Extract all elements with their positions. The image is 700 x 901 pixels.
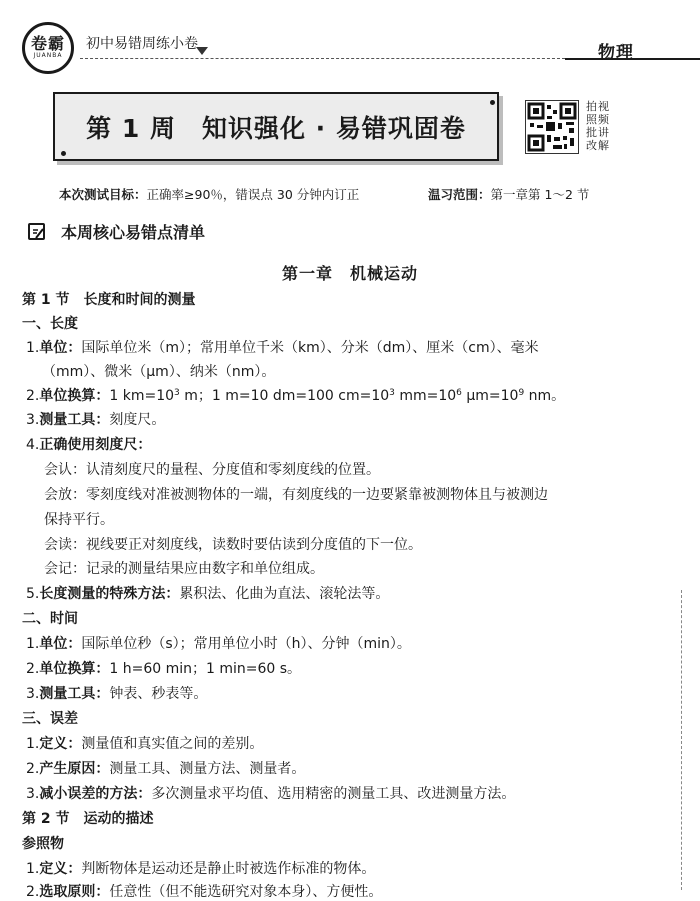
- list-item-continuation: （mm）、微米（μm）、纳米（nm）。: [42, 364, 276, 380]
- goal-text: 正确率≥90％，错误点 30 分钟内订正: [146, 187, 360, 202]
- series-title: 初中易错周练小卷: [86, 36, 198, 52]
- logo-text: 卷霸: [30, 34, 65, 53]
- header-underline: [565, 58, 700, 60]
- sub-item-continuation: 保持平行。: [44, 512, 114, 528]
- list-item: 4.正确使用刻度尺：: [26, 437, 152, 453]
- header-divider: [80, 58, 565, 59]
- list-item: 1.定义：测量值和真实值之间的差别。: [26, 736, 264, 752]
- sub-item: 会认：认清刻度尺的量程、分度值和零刻度线的位置。: [44, 462, 380, 478]
- scope-label: 温习范围：: [428, 187, 491, 202]
- list-item: 1.单位：国际单位秒（s）；常用单位小时（h）、分钟（min）。: [26, 636, 411, 652]
- triangle-marker-icon: [196, 47, 208, 55]
- list-item: 3.测量工具：钟表、秒表等。: [26, 686, 208, 702]
- list-item: 1.单位：国际单位米（m）；常用单位千米（km）、分米（dm）、厘米（cm）、毫米: [26, 340, 539, 356]
- page-title: 第 1 周 知识强化 · 易错巩固卷: [86, 113, 466, 143]
- scope-text: 第一章第 1～2 节: [490, 187, 590, 202]
- list-item: 2.单位换算：1 $km=10^3$ m；1 m=10 dm=100 $cm=10^3$ $mm=10^6$ $\mu m=10^9$ nm。: [26, 388, 566, 404]
- section-2-title: 第 2 节 运动的描述: [22, 811, 154, 827]
- list-item: 3.测量工具：刻度尺。: [26, 412, 166, 428]
- qr-label: 拍视照频批讲改解: [586, 100, 610, 152]
- list-item: 2.单位换算：1 h=60 min；1 min=60 s。: [26, 661, 302, 677]
- list-item: 5.长度测量的特殊方法：累积法、化曲为直法、滚轮法等。: [26, 586, 390, 602]
- section-heading: 本周核心易错点清单: [61, 223, 206, 242]
- review-scope: [428, 185, 589, 203]
- qr-code-icon[interactable]: [525, 100, 579, 154]
- chapter-title: 第一章 机械运动: [281, 264, 418, 283]
- subject-label: 物理: [598, 43, 634, 63]
- sub-item: 会放：零刻度线对准被测物体的一端，有刻度线的一边要紧靠被测物体且与被测边: [44, 487, 548, 503]
- edit-icon: [28, 223, 45, 240]
- part-length-title: 一、长度: [22, 316, 78, 332]
- juanba-logo: [22, 22, 74, 74]
- sub-item: 会读：视线要正对刻度线，读数时要估读到分度值的下一位。: [44, 537, 422, 553]
- sub-item: 会记：记录的测量结果应由数字和单位组成。: [44, 561, 324, 577]
- list-item: 2.产生原因：测量工具、测量方法、测量者。: [26, 761, 306, 777]
- goal-label: 本次测试目标：: [59, 187, 147, 202]
- part-time-title: 二、时间: [22, 611, 78, 627]
- test-goal: [59, 185, 359, 203]
- list-item: 3.减小误差的方法：多次测量求平均值、选用精密的测量工具、改进测量方法。: [26, 786, 516, 802]
- part-error-title: 三、误差: [22, 711, 78, 727]
- cut-line: [681, 590, 682, 890]
- logo-subtext: JUANBA: [33, 52, 63, 59]
- section-1-title: 第 1 节 长度和时间的测量: [22, 292, 196, 308]
- part-reference-title: 参照物: [22, 836, 64, 852]
- list-item: 2.选取原则：任意性（但不能选研究对象本身）、方便性。: [26, 884, 383, 900]
- list-item: 1.定义：判断物体是运动还是静止时被选作标准的物体。: [26, 861, 376, 877]
